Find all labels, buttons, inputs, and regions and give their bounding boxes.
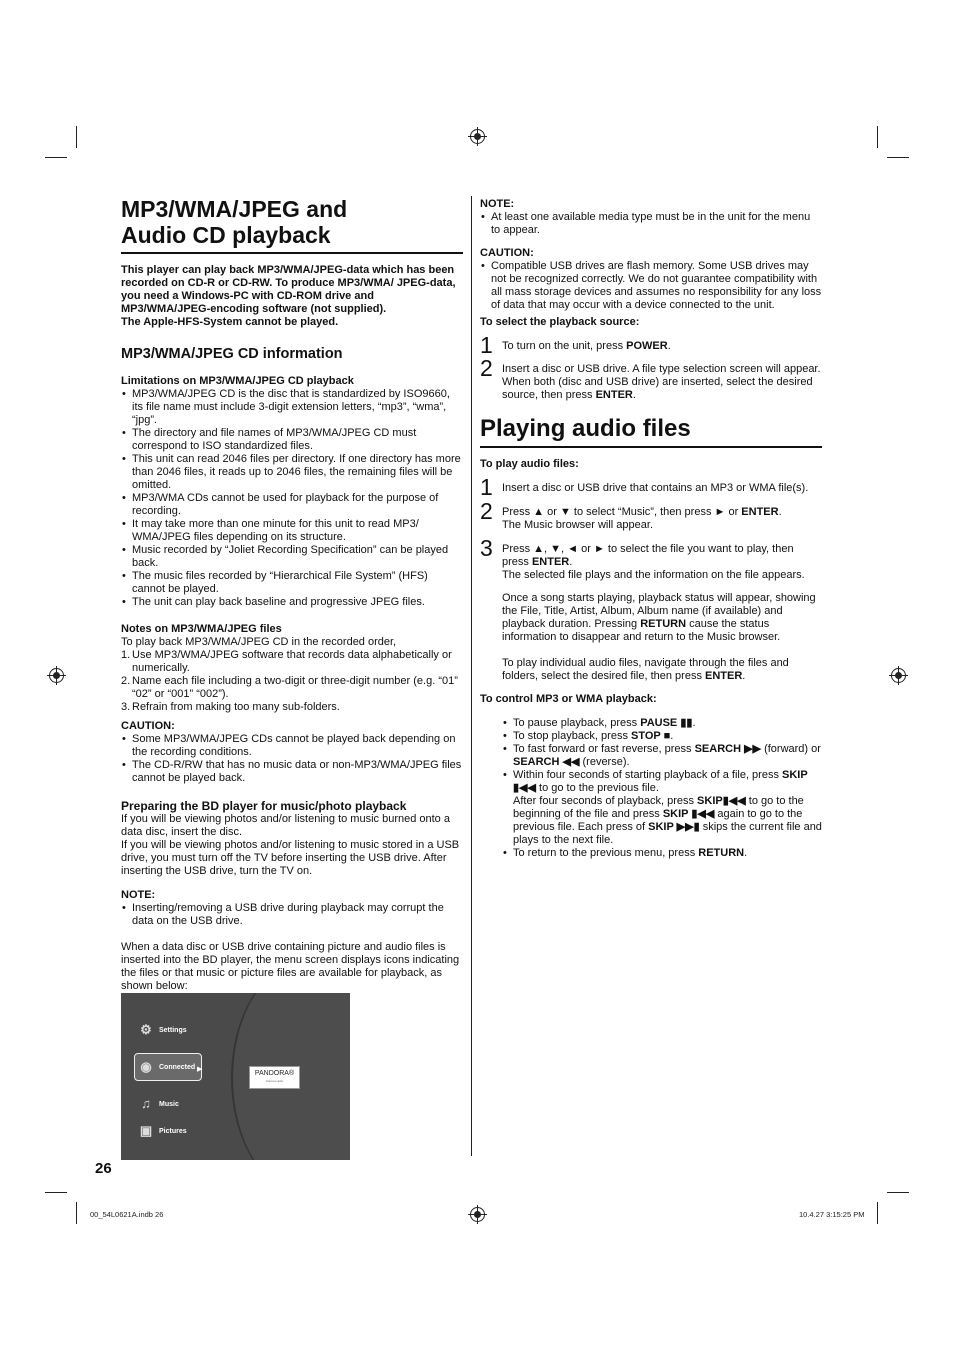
- step-item: 3 Press ▲, ▼, ◄ or ► to select the file you want to play, then press ENTER. The selected file plays and the information on the file appears. Once a song starts playing, playback status will appear, showing the File, Title, Artist, Album, Album name (if available) and playback duration. Pressing RETURN cause the status information to disappear and return to the Music browser. To play individual audio files, navigate through the files and folders, select the desired file, then press ENTER.: [480, 535, 816, 682]
- pictures-icon: ▣: [139, 1123, 153, 1138]
- globe-icon: ◉: [140, 1059, 152, 1074]
- list-item: • The music files recorded by “Hierarchical File System” (HFS) cannot be played.: [121, 570, 463, 596]
- list-item: • The directory and file names of MP3/WMA/JPEG CD must correspond to ISO standardized files.: [121, 427, 463, 453]
- prep-paragraph: If you will be viewing photos and/or listening to music burned onto a data disc, insert the disc.: [121, 813, 450, 838]
- page-title: MP3/WMA/JPEG and Audio CD playback: [121, 196, 348, 248]
- column-divider: [471, 196, 472, 1156]
- note-heading: NOTE:: [480, 198, 515, 210]
- caution-list: [121, 733, 463, 785]
- note-list: [480, 211, 822, 237]
- step-item: 1 Insert a disc or USB drive that contains an MP3 or WMA file(s).: [480, 474, 809, 500]
- list-item: • MP3/WMA CDs cannot be used for playback for the purpose of recording.: [121, 492, 463, 518]
- list-item: • Within four seconds of starting playback of a file, press SKIP ▮◀◀ to go to the previous file. After four seconds of playback, press SKIP▮◀◀ to go to the beginning of the file and press SKIP ▮◀◀ again to go to the previous file. Each press of SKIP ▶▶▮ skips the current file and plays to the next file.: [502, 769, 822, 847]
- crop-mark: [45, 157, 67, 158]
- footer-file: 00_54L0621A.indb 26: [90, 1210, 164, 1219]
- list-item: 1. Use MP3/WMA/JPEG software that records data alphabetically or numerically.: [121, 649, 452, 674]
- note-list: [121, 902, 463, 928]
- notes-list: [121, 649, 463, 714]
- caution-heading: CAUTION:: [480, 247, 534, 259]
- registration-mark-icon: [470, 1207, 485, 1222]
- step-item: 2 Insert a disc or USB drive. A file type selection screen will appear. When both (disc and USB drive) are inserted, select the desired source, then press ENTER.: [480, 355, 821, 401]
- menu-item-settings: ⚙ Settings: [137, 1021, 187, 1039]
- gear-icon: ⚙: [140, 1022, 152, 1037]
- control-heading: To control MP3 or WMA playback:: [480, 693, 657, 705]
- limitations-list: [121, 388, 463, 609]
- list-item: • At least one available media type must be in the unit for the menu to appear.: [480, 211, 822, 237]
- list-item: • To fast forward or fast reverse, press SEARCH ▶▶ (forward) or SEARCH ◀◀ (reverse).: [502, 743, 822, 769]
- prep-paragraph: If you will be viewing photos and/or listening to music stored in a USB drive, you must turn off the TV before inserting the USB drive. After inserting the USB drive, turn the TV on.: [121, 839, 460, 877]
- title-rule: [121, 252, 463, 254]
- menu-item-pictures: ▣ Pictures: [137, 1122, 187, 1140]
- registration-mark-icon: [49, 668, 64, 683]
- section-title: Playing audio files: [480, 415, 691, 442]
- step-item: 2 Press ▲ or ▼ to select “Music”, then press ► or ENTER. The Music browser will appear.: [480, 498, 782, 531]
- left-column: [121, 196, 463, 993]
- list-item: • Music recorded by “Joliet Recording Specification” can be played back.: [121, 544, 463, 570]
- caution-list: [480, 260, 822, 312]
- note-heading: NOTE:: [121, 889, 156, 901]
- list-item: • To return to the previous menu, press RETURN.: [502, 847, 822, 860]
- play-heading: To play audio files:: [480, 458, 579, 470]
- arrow-right-icon: ▶: [197, 1066, 203, 1073]
- notes-intro: To play back MP3/WMA/JPEG CD in the recorded order,: [121, 636, 397, 648]
- menu-screen-image: [121, 993, 350, 1160]
- list-item: • Inserting/removing a USB drive during playback may corrupt the data on the USB drive.: [121, 902, 463, 928]
- menu-item-connected: ◉ Connected: [134, 1053, 202, 1081]
- registration-mark-icon: [891, 668, 906, 683]
- list-item: • This unit can read 2046 files per directory. If one directory has more than 2046 files, it reads up to 2046 files, the remaining files will be omitted.: [121, 453, 463, 492]
- section-heading: MP3/WMA/JPEG CD information: [121, 346, 343, 362]
- list-item: • The unit can play back baseline and progressive JPEG files.: [121, 596, 463, 609]
- select-source-heading: To select the playback source:: [480, 316, 640, 328]
- music-icon: ♫: [141, 1096, 151, 1111]
- list-item: • It may take more than one minute for this unit to read MP3/ WMA/JPEG files depending on its structure.: [121, 518, 463, 544]
- right-column: [480, 198, 822, 860]
- crop-mark: [887, 157, 909, 158]
- limitations-heading: Limitations on MP3/WMA/JPEG CD playback: [121, 375, 354, 387]
- registration-mark-icon: [470, 129, 485, 144]
- intro-text: This player can play back MP3/WMA/JPEG-data which has been recorded on CD-R or CD-RW. To produce MP3/WMA/ JPEG-data, you need a Windows-PC with CD-ROM drive and MP3/WMA/JPEG-encoding software (not supplied). The Apple-HFS-System cannot be played.: [121, 264, 456, 328]
- title-rule: [480, 446, 822, 448]
- step-item: 1 To turn on the unit, press POWER.: [480, 332, 671, 358]
- caution-heading: CAUTION:: [121, 720, 175, 732]
- menu-intro: When a data disc or USB drive containing picture and audio files is inserted into the BD player, the menu screen displays icons indicating the files or that music or picture files are available for playback, as shown below:: [121, 941, 460, 992]
- crop-mark: [877, 1202, 878, 1224]
- list-item: • The CD-R/RW that has no music data or non-MP3/WMA/JPEG files cannot be played back.: [121, 759, 463, 785]
- crop-mark: [887, 1192, 909, 1193]
- list-item: • To pause playback, press PAUSE ▮▮.: [502, 717, 822, 730]
- pandora-tile: PANDORA® internet radio: [249, 1066, 300, 1089]
- notes-heading: Notes on MP3/WMA/JPEG files: [121, 623, 282, 635]
- crop-mark: [76, 126, 77, 148]
- control-list: [502, 717, 822, 860]
- list-item: 2. Name each file including a two-digit or three-digit number (e.g. “01” “02” or “001” “002”).: [121, 675, 458, 700]
- menu-item-music: ♫ Music: [137, 1095, 179, 1113]
- list-item: • Some MP3/WMA/JPEG CDs cannot be played back depending on the recording conditions.: [121, 733, 463, 759]
- list-item: • Compatible USB drives are flash memory. Some USB drives may not be recognized correctly. We do not guarantee compatibility with all mass storage devices and assumes no responsibility for any loss of data that may occur with a device connected to the unit.: [480, 260, 822, 312]
- page-number: 26: [95, 1160, 112, 1177]
- crop-mark: [877, 126, 878, 148]
- crop-mark: [45, 1192, 67, 1193]
- list-item: • MP3/WMA/JPEG CD is the disc that is standardized by ISO9660, its file name must include 3-digit extension letters, “mp3”, “wma”, “jpg”.: [121, 388, 463, 427]
- footer-timestamp: 10.4.27 3:15:25 PM: [799, 1210, 865, 1219]
- list-item: • To stop playback, press STOP ■.: [502, 730, 822, 743]
- list-item: 3. Refrain from making too many sub-folders.: [121, 701, 340, 713]
- prep-heading: Preparing the BD player for music/photo playback: [121, 799, 407, 813]
- crop-mark: [76, 1202, 77, 1224]
